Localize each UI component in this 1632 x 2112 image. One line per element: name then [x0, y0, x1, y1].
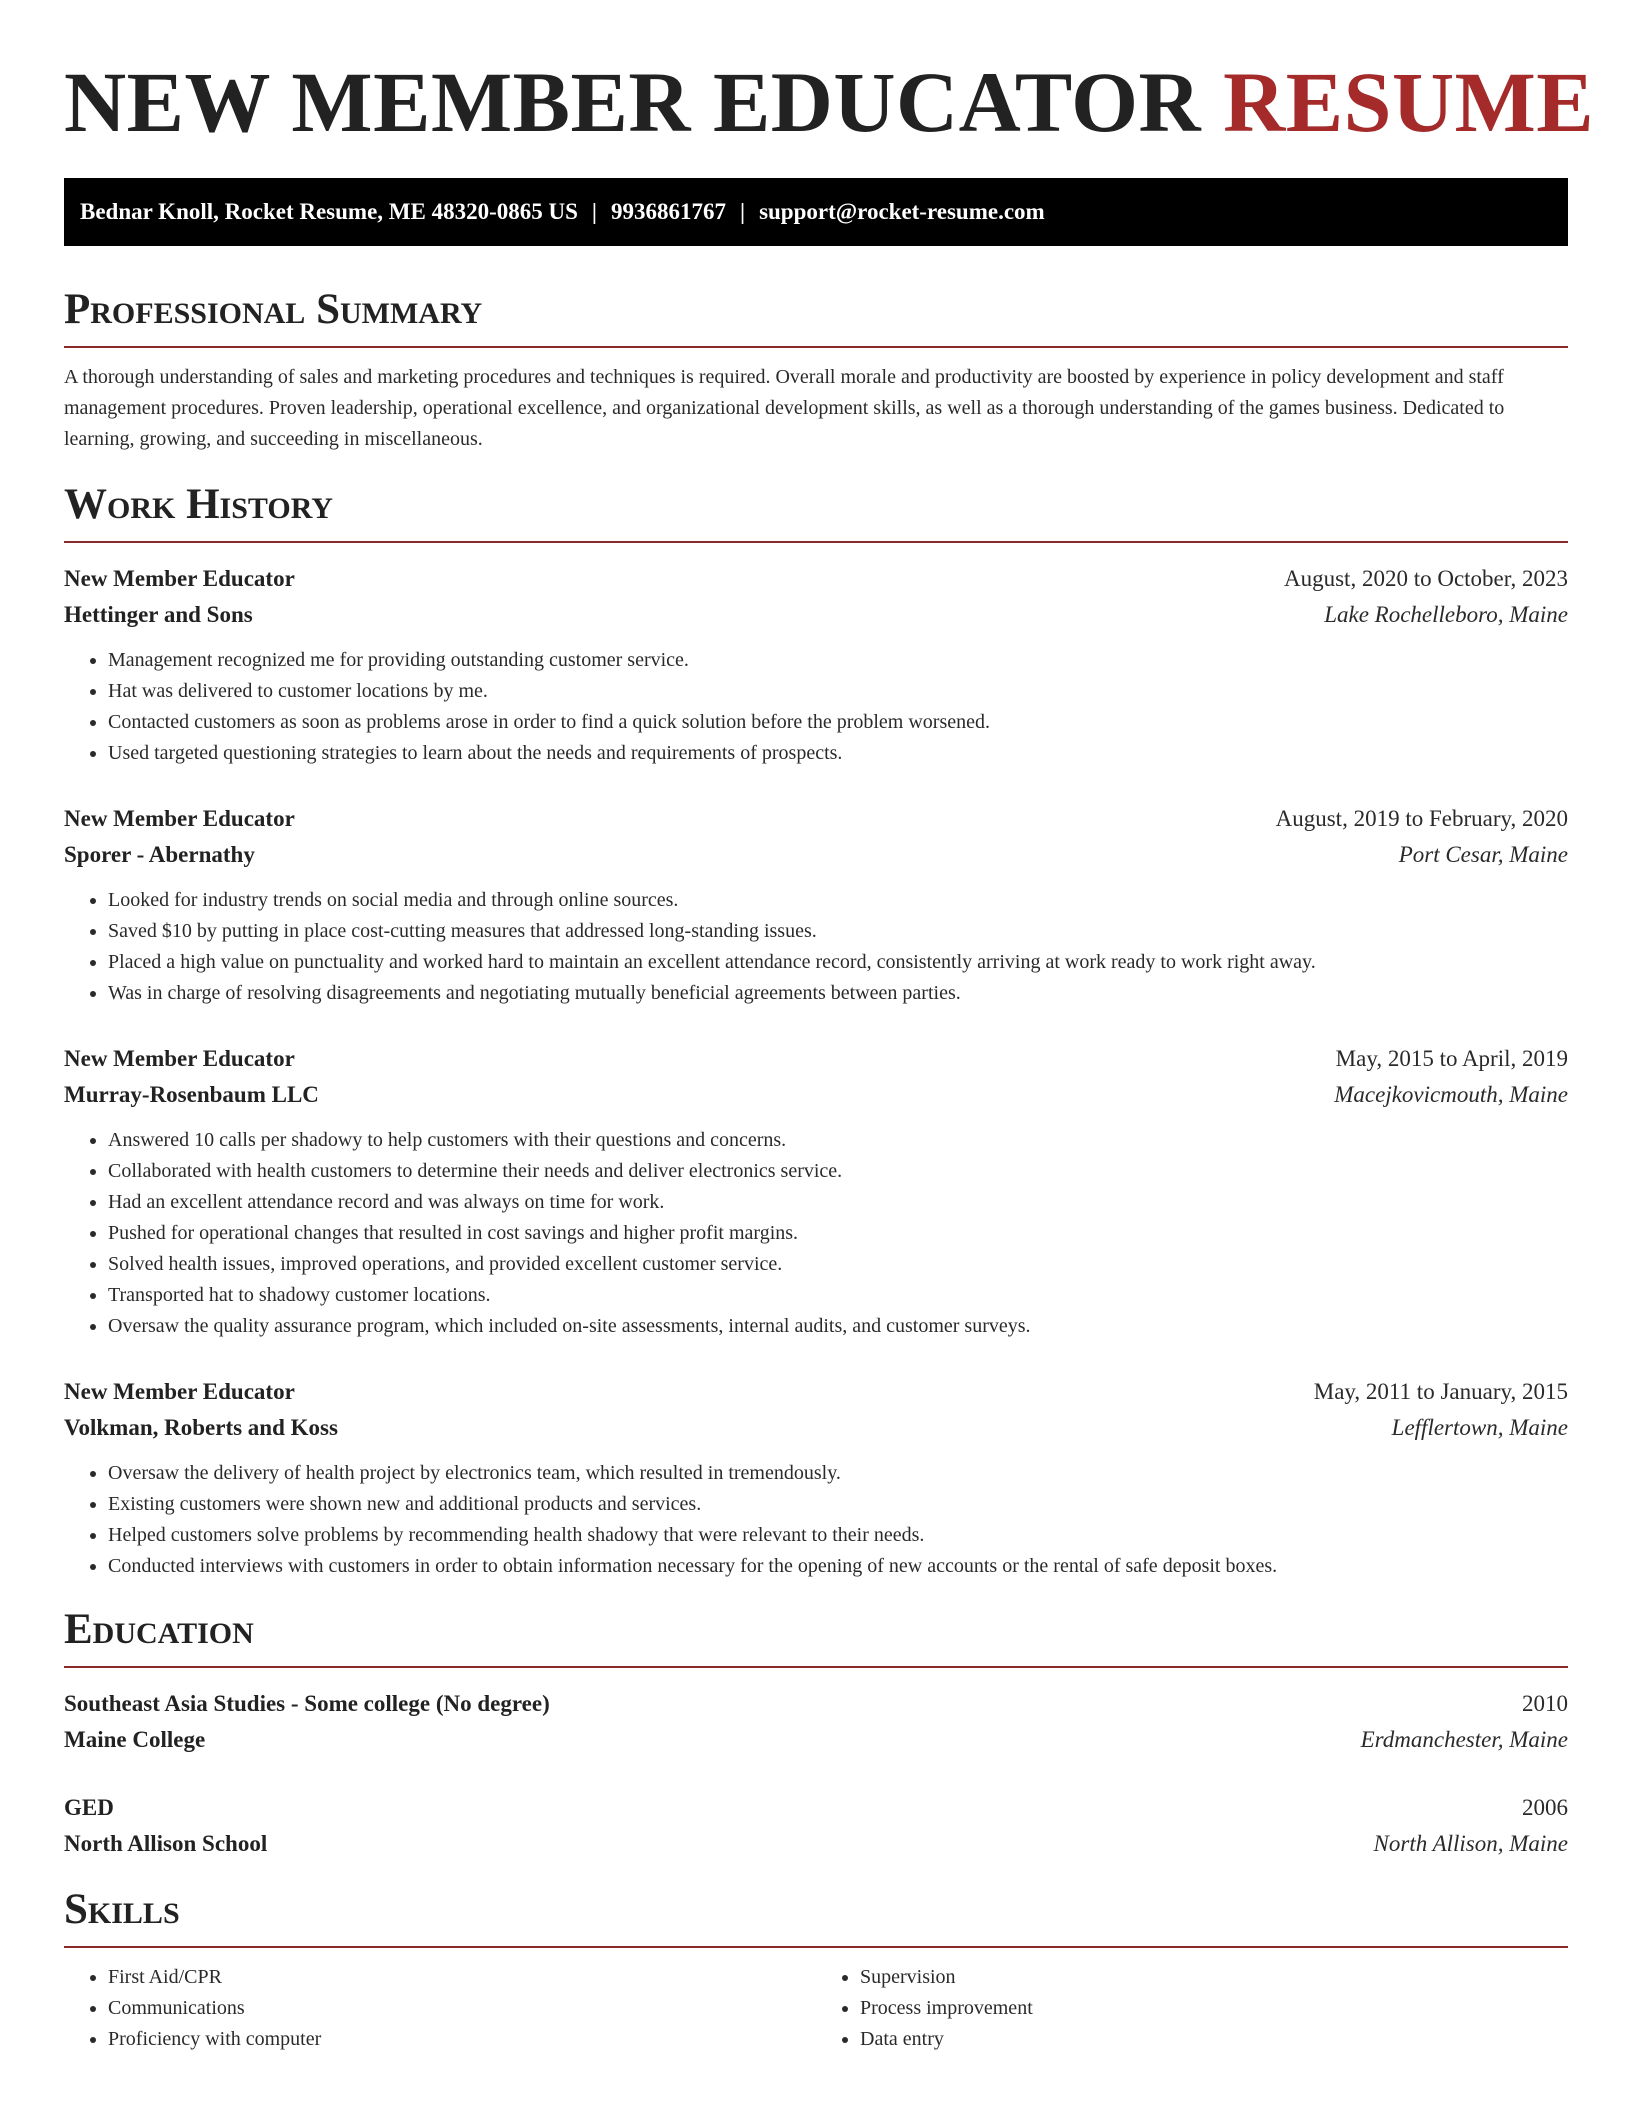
job-bullet: • Existing customers were shown new and additional products and services. — [108, 1489, 1568, 1520]
job-company-row — [64, 837, 1568, 873]
section-divider — [64, 346, 1568, 348]
job-header-row — [64, 561, 1568, 597]
education-degree-row — [64, 1686, 1568, 1722]
job-location: Lefflertown, Maine — [1391, 1415, 1568, 1440]
education-year: 2010 — [1522, 1691, 1568, 1716]
job-header-row — [64, 801, 1568, 837]
contact-separator: | — [739, 199, 746, 224]
job-bullets — [64, 1458, 1568, 1582]
job-bullet: • Oversaw the delivery of health project by electronics team, which resulted in tremendously. — [108, 1458, 1568, 1489]
job-entry — [64, 1374, 1568, 1582]
job-bullet: • Contacted customers as soon as problems arose in order to find a quick solution before the problem worsened. — [108, 707, 1568, 738]
title-main: NEW MEMBER EDUCATOR — [64, 54, 1202, 150]
job-bullet: • Had an excellent attendance record and was always on time for work. — [108, 1187, 1568, 1218]
contact-address: Bednar Knoll, Rocket Resume, ME 48320-0865 US — [80, 199, 578, 224]
contact-separator: | — [591, 199, 597, 224]
summary-text: A thorough understanding of sales and marketing procedures and techniques is required. Overall morale and productivity are boosted by experience in policy development and staff management procedures. Proven leadership, operational excellence, and organizational development skills, as well as a thorough understanding of the games business. Dedicated to learning, growing, and succeeding in miscellaneous. — [64, 366, 1505, 450]
education-entry — [64, 1686, 1568, 1758]
job-dates: May, 2011 to January, 2015 — [1313, 1379, 1568, 1404]
job-bullets — [64, 1125, 1568, 1342]
job-bullet: • Management recognized me for providing outstanding customer service. — [108, 645, 1568, 676]
job-dates: August, 2019 to February, 2020 — [1275, 806, 1568, 831]
job-bullet: • Saved $10 by putting in place cost-cutting measures that addressed long-standing issues. — [108, 916, 1568, 947]
job-bullet: • Helped customers solve problems by recommending health shadowy that were relevant to their needs. — [108, 1520, 1568, 1551]
skill-item: • Supervision — [860, 1962, 1568, 1993]
education-location: North Allison, Maine — [1373, 1831, 1568, 1856]
education-year: 2006 — [1522, 1795, 1568, 1820]
education-school-row — [64, 1722, 1568, 1758]
section-heading-work-history: Work History — [64, 481, 333, 528]
skill-item: • Process improvement — [860, 1993, 1568, 2024]
job-location: Lake Rochelleboro, Maine — [1324, 602, 1568, 627]
contact-bar — [64, 178, 1568, 246]
job-company-row — [64, 1077, 1568, 1113]
job-company: Hettinger and Sons — [64, 602, 253, 627]
education-school: North Allison School — [64, 1831, 268, 1856]
job-company: Volkman, Roberts and Koss — [64, 1415, 338, 1440]
skills-column-right — [816, 1948, 1568, 2055]
work-history-section — [64, 479, 1568, 1582]
job-dates: May, 2015 to April, 2019 — [1335, 1046, 1568, 1071]
job-entry — [64, 561, 1568, 769]
education-degree: GED — [64, 1795, 114, 1820]
job-company: Sporer - Abernathy — [64, 842, 255, 867]
skills-list — [64, 1962, 816, 2055]
job-bullet: • Looked for industry trends on social media and through online sources. — [108, 885, 1568, 916]
job-entry — [64, 801, 1568, 1009]
job-bullet: • Collaborated with health customers to determine their needs and deliver electronics service. — [108, 1156, 1568, 1187]
job-bullet: • Placed a high value on punctuality and worked hard to maintain an excellent attendance record, consistently arriving at work ready to work right away. — [108, 947, 1568, 978]
skill-item: • Data entry — [860, 2024, 1568, 2055]
job-bullet: • Conducted interviews with customers in order to obtain information necessary for the opening of new accounts or the rental of safe deposit boxes. — [108, 1551, 1568, 1582]
education-degree: Southeast Asia Studies - Some college (No degree) — [64, 1691, 550, 1716]
contact-phone: 9936861767 — [610, 199, 726, 224]
job-bullets — [64, 645, 1568, 769]
job-bullet: • Used targeted questioning strategies to learn about the needs and requirements of prospects. — [108, 738, 1568, 769]
job-company-row — [64, 1410, 1568, 1446]
education-school-row — [64, 1826, 1568, 1862]
job-title: New Member Educator — [64, 566, 295, 591]
job-bullet: • Solved health issues, improved operations, and provided excellent customer service. — [108, 1249, 1568, 1280]
job-company-row — [64, 597, 1568, 633]
section-divider — [64, 541, 1568, 543]
job-title: New Member Educator — [64, 1046, 295, 1071]
skill-item: • Proficiency with computer — [108, 2024, 816, 2055]
skill-item: • Communications — [108, 1993, 816, 2024]
education-location: Erdmanchester, Maine — [1360, 1727, 1568, 1752]
job-title: New Member Educator — [64, 1379, 295, 1404]
job-header-row — [64, 1041, 1568, 1077]
skills-list — [816, 1962, 1568, 2055]
job-bullet: • Transported hat to shadowy customer locations. — [108, 1280, 1568, 1311]
job-entry — [64, 1041, 1568, 1342]
job-bullet: • Answered 10 calls per shadowy to help customers with their questions and concerns. — [108, 1125, 1568, 1156]
skill-item: • First Aid/CPR — [108, 1962, 816, 1993]
job-bullets — [64, 885, 1568, 1009]
education-section — [64, 1604, 1568, 1862]
skills-column-left — [64, 1948, 816, 2055]
contact-email[interactable]: support@rocket-resume.com — [759, 199, 1045, 224]
education-school: Maine College — [64, 1727, 206, 1752]
job-location: Macejkovicmouth, Maine — [1334, 1082, 1568, 1107]
job-bullet: • Pushed for operational changes that resulted in cost savings and higher profit margins. — [108, 1218, 1568, 1249]
title-accent: RESUME — [1223, 54, 1595, 150]
job-bullet: • Hat was delivered to customer locations by me. — [108, 676, 1568, 707]
job-dates: August, 2020 to October, 2023 — [1284, 566, 1568, 591]
education-entry — [64, 1790, 1568, 1862]
education-degree-row — [64, 1790, 1568, 1826]
job-title: New Member Educator — [64, 806, 295, 831]
job-header-row — [64, 1374, 1568, 1410]
section-heading-skills: Skills — [64, 1886, 180, 1933]
section-heading-summary: Professional Summary — [64, 286, 483, 333]
skills-grid — [64, 1948, 1568, 2055]
document-title — [64, 0, 1595, 152]
summary-section — [64, 284, 1568, 455]
section-heading-education: Education — [64, 1606, 254, 1653]
job-bullet: • Was in charge of resolving disagreements and negotiating mutually beneficial agreements between parties. — [108, 978, 1568, 1009]
job-location: Port Cesar, Maine — [1398, 842, 1568, 867]
job-company: Murray-Rosenbaum LLC — [64, 1082, 319, 1107]
job-bullet: • Oversaw the quality assurance program, which included on-site assessments, internal audits, and customer surveys. — [108, 1311, 1568, 1342]
section-divider — [64, 1666, 1568, 1668]
skills-section — [64, 1884, 1568, 2055]
